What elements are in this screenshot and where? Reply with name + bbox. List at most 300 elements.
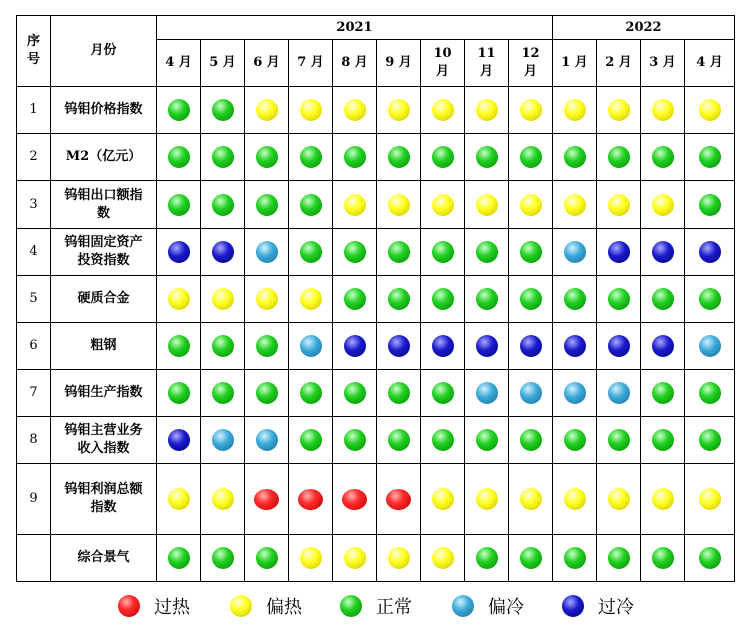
status-dot-green — [344, 241, 366, 263]
row-number — [17, 535, 51, 582]
status-dot-green — [652, 547, 674, 569]
status-dot-green — [256, 146, 278, 168]
status-dot-green — [432, 146, 454, 168]
status-cell — [333, 134, 377, 181]
status-cell — [641, 276, 685, 323]
status-cell — [685, 417, 735, 464]
status-cell — [201, 134, 245, 181]
status-dot-green — [256, 335, 278, 357]
status-dot-green — [300, 146, 322, 168]
status-cell — [509, 464, 553, 535]
status-cell — [245, 323, 289, 370]
status-dot-green — [300, 194, 322, 216]
status-dot-yellow — [476, 488, 498, 510]
legend — [0, 588, 746, 624]
status-dot-green — [388, 146, 410, 168]
status-cell — [597, 229, 641, 276]
status-cell — [157, 276, 201, 323]
status-dot-yellow — [388, 547, 410, 569]
status-dot-green — [520, 288, 542, 310]
status-dot-green — [608, 146, 630, 168]
status-cell — [289, 323, 333, 370]
status-dot-yellow — [652, 488, 674, 510]
legend-label: 偏冷 — [488, 597, 524, 618]
status-cell — [333, 417, 377, 464]
status-cell — [333, 535, 377, 582]
status-cell — [377, 417, 421, 464]
status-dot-yellow — [344, 99, 366, 121]
status-cell — [333, 276, 377, 323]
status-dot-green — [699, 194, 721, 216]
status-dot-green — [564, 288, 586, 310]
status-dot-red — [254, 489, 279, 510]
status-dot-yellow — [212, 288, 234, 310]
status-cell — [641, 370, 685, 417]
status-cell — [333, 181, 377, 229]
status-dot-yellow — [388, 194, 410, 216]
status-cell — [289, 276, 333, 323]
month-column-header: 8 月 — [333, 40, 377, 87]
status-cell — [597, 276, 641, 323]
status-dot-yellow — [432, 194, 454, 216]
status-dot-green — [699, 547, 721, 569]
status-dot-yellow — [564, 194, 586, 216]
status-cell — [421, 87, 465, 134]
status-cell — [201, 323, 245, 370]
status-cell — [245, 276, 289, 323]
status-dot-green — [256, 194, 278, 216]
status-cell — [157, 535, 201, 582]
status-dot-green — [564, 429, 586, 451]
status-cell — [465, 87, 509, 134]
legend-dot-blue — [562, 595, 584, 617]
month-column-header: 12 月 — [509, 40, 553, 87]
legend-item-blue — [562, 595, 634, 617]
status-dot-yellow — [564, 99, 586, 121]
status-cell — [597, 417, 641, 464]
legend-item-cyan — [452, 595, 524, 617]
row-number: 7 — [17, 370, 51, 417]
status-dot-yellow — [388, 99, 410, 121]
status-dot-green — [168, 146, 190, 168]
status-cell — [553, 181, 597, 229]
status-cell — [465, 276, 509, 323]
status-cell — [465, 323, 509, 370]
status-dot-yellow — [256, 99, 278, 121]
legend-item-red — [118, 595, 190, 617]
status-cell — [553, 229, 597, 276]
table-row — [17, 464, 735, 535]
status-dot-yellow — [256, 288, 278, 310]
legend-label: 偏热 — [266, 597, 302, 618]
month-header: 月份 — [51, 16, 157, 87]
status-cell — [157, 323, 201, 370]
status-dot-yellow — [608, 194, 630, 216]
status-cell — [509, 87, 553, 134]
table-row — [17, 87, 735, 134]
status-dot-green — [344, 288, 366, 310]
row-number: 1 — [17, 87, 51, 134]
month-column-header: 1 月 — [553, 40, 597, 87]
status-cell — [641, 229, 685, 276]
status-dot-green — [520, 429, 542, 451]
row-number: 9 — [17, 464, 51, 535]
status-dot-green — [520, 146, 542, 168]
status-cell — [685, 464, 735, 535]
status-cell — [553, 276, 597, 323]
status-dot-blue — [699, 241, 721, 263]
status-cell — [289, 134, 333, 181]
table-row — [17, 417, 735, 464]
status-dot-blue — [652, 335, 674, 357]
row-number: 6 — [17, 323, 51, 370]
status-cell — [509, 323, 553, 370]
status-dot-green — [168, 335, 190, 357]
status-cell — [509, 370, 553, 417]
status-dot-green — [476, 429, 498, 451]
status-dot-green — [212, 194, 234, 216]
status-dot-yellow — [608, 99, 630, 121]
indicator-label: M2（亿元） — [51, 134, 157, 181]
status-cell — [157, 229, 201, 276]
status-cell — [465, 464, 509, 535]
status-cell — [641, 134, 685, 181]
status-dot-cyan — [476, 382, 498, 404]
status-cell — [377, 134, 421, 181]
status-cell — [377, 464, 421, 535]
status-cell — [465, 181, 509, 229]
status-cell — [685, 134, 735, 181]
legend-item-yellow — [230, 595, 302, 617]
status-cell — [289, 87, 333, 134]
status-cell — [509, 181, 553, 229]
status-dot-green — [212, 547, 234, 569]
status-cell — [201, 417, 245, 464]
status-cell — [465, 535, 509, 582]
month-column-header: 6 月 — [245, 40, 289, 87]
month-column-header: 7 月 — [289, 40, 333, 87]
status-dot-green — [564, 547, 586, 569]
status-cell — [245, 464, 289, 535]
status-cell — [421, 229, 465, 276]
status-cell — [245, 181, 289, 229]
status-cell — [377, 370, 421, 417]
status-dot-green — [212, 335, 234, 357]
indicator-label: 钨钼利润总额 指数 — [51, 464, 157, 535]
indicator-label: 钨钼价格指数 — [51, 87, 157, 134]
status-dot-yellow — [432, 547, 454, 569]
status-cell — [553, 464, 597, 535]
status-dot-green — [652, 288, 674, 310]
status-cell — [597, 464, 641, 535]
status-cell — [553, 535, 597, 582]
status-cell — [553, 417, 597, 464]
status-cell — [157, 370, 201, 417]
status-cell — [421, 276, 465, 323]
status-cell — [289, 464, 333, 535]
legend-item-green — [340, 595, 412, 617]
status-cell — [377, 323, 421, 370]
indicator-table — [16, 15, 735, 582]
status-dot-green — [344, 429, 366, 451]
status-cell — [597, 535, 641, 582]
month-column-header: 9 月 — [377, 40, 421, 87]
year-2021-header: 2021 — [157, 16, 553, 40]
status-cell — [421, 134, 465, 181]
status-cell — [157, 464, 201, 535]
status-cell — [421, 323, 465, 370]
status-dot-yellow — [699, 99, 721, 121]
status-dot-blue — [564, 335, 586, 357]
table-row — [17, 323, 735, 370]
status-dot-yellow — [168, 288, 190, 310]
status-dot-green — [344, 382, 366, 404]
status-cell — [685, 370, 735, 417]
status-dot-blue — [212, 241, 234, 263]
month-column-header: 11 月 — [465, 40, 509, 87]
status-dot-yellow — [168, 488, 190, 510]
status-dot-yellow — [608, 488, 630, 510]
status-cell — [465, 417, 509, 464]
status-cell — [685, 323, 735, 370]
status-dot-green — [256, 547, 278, 569]
month-column-header: 2 月 — [597, 40, 641, 87]
status-cell — [685, 535, 735, 582]
status-cell — [333, 370, 377, 417]
status-cell — [157, 87, 201, 134]
status-cell — [333, 464, 377, 535]
status-cell — [641, 417, 685, 464]
row-number: 3 — [17, 181, 51, 229]
status-cell — [245, 417, 289, 464]
status-dot-yellow — [699, 488, 721, 510]
status-dot-green — [344, 146, 366, 168]
status-cell — [289, 370, 333, 417]
status-cell — [597, 134, 641, 181]
status-cell — [333, 87, 377, 134]
status-dot-green — [608, 547, 630, 569]
status-dot-green — [476, 146, 498, 168]
status-cell — [333, 229, 377, 276]
indicator-label: 钨钼出口额指 数 — [51, 181, 157, 229]
status-cell — [421, 181, 465, 229]
row-number: 5 — [17, 276, 51, 323]
legend-label: 过冷 — [598, 597, 634, 618]
status-dot-cyan — [699, 335, 721, 357]
month-column-header: 4 月 — [157, 40, 201, 87]
status-cell — [685, 229, 735, 276]
legend-dot-yellow — [230, 595, 252, 617]
status-cell — [421, 370, 465, 417]
status-dot-blue — [432, 335, 454, 357]
status-dot-green — [168, 99, 190, 121]
status-dot-green — [388, 288, 410, 310]
status-cell — [685, 276, 735, 323]
status-dot-green — [608, 429, 630, 451]
status-cell — [553, 87, 597, 134]
status-dot-yellow — [432, 488, 454, 510]
status-dot-red — [386, 489, 411, 510]
status-dot-yellow — [520, 99, 542, 121]
status-dot-yellow — [520, 194, 542, 216]
status-cell — [245, 87, 289, 134]
row-number: 8 — [17, 417, 51, 464]
status-cell — [509, 134, 553, 181]
status-dot-green — [652, 382, 674, 404]
status-cell — [289, 181, 333, 229]
status-cell — [509, 229, 553, 276]
status-dot-green — [388, 382, 410, 404]
status-cell — [509, 417, 553, 464]
month-column-header: 10 月 — [421, 40, 465, 87]
status-cell — [509, 535, 553, 582]
status-cell — [289, 229, 333, 276]
status-dot-cyan — [564, 382, 586, 404]
status-cell — [289, 535, 333, 582]
status-dot-yellow — [564, 488, 586, 510]
status-cell — [597, 370, 641, 417]
status-dot-cyan — [564, 241, 586, 263]
status-cell — [553, 323, 597, 370]
legend-dot-green — [340, 595, 362, 617]
status-cell — [245, 229, 289, 276]
month-column-header: 5 月 — [201, 40, 245, 87]
table-row — [17, 535, 735, 582]
status-cell — [553, 134, 597, 181]
status-dot-yellow — [300, 99, 322, 121]
table-row — [17, 276, 735, 323]
status-dot-yellow — [652, 99, 674, 121]
status-dot-green — [699, 382, 721, 404]
status-dot-green — [652, 429, 674, 451]
status-cell — [201, 181, 245, 229]
status-cell — [641, 535, 685, 582]
status-cell — [685, 87, 735, 134]
status-dot-green — [168, 547, 190, 569]
status-dot-yellow — [652, 194, 674, 216]
status-dot-blue — [608, 241, 630, 263]
status-dot-yellow — [300, 288, 322, 310]
indicator-label: 综合景气 — [51, 535, 157, 582]
indicator-label: 粗钢 — [51, 323, 157, 370]
indicator-label: 钨钼主营业务 收入指数 — [51, 417, 157, 464]
status-dot-green — [432, 382, 454, 404]
status-dot-green — [432, 288, 454, 310]
status-dot-green — [520, 547, 542, 569]
legend-label: 正常 — [376, 597, 412, 618]
status-cell — [201, 535, 245, 582]
legend-dot-red — [118, 595, 140, 617]
status-dot-green — [476, 288, 498, 310]
status-dot-green — [212, 99, 234, 121]
status-dot-green — [699, 429, 721, 451]
status-cell — [641, 181, 685, 229]
status-cell — [377, 229, 421, 276]
status-dot-green — [388, 241, 410, 263]
status-dot-green — [300, 241, 322, 263]
status-cell — [421, 464, 465, 535]
month-column-header: 3 月 — [641, 40, 685, 87]
status-dot-green — [168, 194, 190, 216]
year-2022-header: 2022 — [553, 16, 735, 40]
indicator-label: 钨钼固定资产 投资指数 — [51, 229, 157, 276]
status-dot-green — [300, 429, 322, 451]
status-cell — [377, 535, 421, 582]
status-dot-green — [212, 382, 234, 404]
status-dot-blue — [652, 241, 674, 263]
indicator-label: 钨钼生产指数 — [51, 370, 157, 417]
status-cell — [201, 229, 245, 276]
status-dot-blue — [520, 335, 542, 357]
status-dot-green — [168, 382, 190, 404]
status-dot-blue — [168, 429, 190, 451]
status-cell — [333, 323, 377, 370]
status-cell — [201, 464, 245, 535]
status-dot-yellow — [432, 99, 454, 121]
status-dot-green — [699, 146, 721, 168]
status-cell — [465, 134, 509, 181]
seq-header: 序 号 — [17, 16, 51, 87]
status-dot-yellow — [300, 547, 322, 569]
status-cell — [245, 134, 289, 181]
status-dot-blue — [168, 241, 190, 263]
status-dot-yellow — [476, 99, 498, 121]
status-dot-yellow — [476, 194, 498, 216]
status-dot-green — [564, 146, 586, 168]
month-column-header: 4 月 — [685, 40, 735, 87]
status-cell — [553, 370, 597, 417]
table-row — [17, 181, 735, 229]
status-cell — [641, 87, 685, 134]
status-cell — [157, 134, 201, 181]
status-cell — [201, 370, 245, 417]
status-cell — [465, 370, 509, 417]
row-number: 2 — [17, 134, 51, 181]
status-cell — [421, 535, 465, 582]
status-dot-cyan — [256, 241, 278, 263]
status-dot-blue — [476, 335, 498, 357]
status-dot-green — [432, 241, 454, 263]
status-cell — [641, 323, 685, 370]
status-dot-green — [520, 241, 542, 263]
status-cell — [377, 87, 421, 134]
status-cell — [421, 417, 465, 464]
status-dot-cyan — [212, 429, 234, 451]
status-cell — [465, 229, 509, 276]
status-dot-yellow — [520, 488, 542, 510]
status-dot-blue — [344, 335, 366, 357]
status-dot-green — [256, 382, 278, 404]
status-dot-green — [652, 146, 674, 168]
row-number: 4 — [17, 229, 51, 276]
status-cell — [597, 87, 641, 134]
status-dot-cyan — [256, 429, 278, 451]
table-row — [17, 370, 735, 417]
status-dot-yellow — [212, 488, 234, 510]
status-dot-green — [300, 382, 322, 404]
status-cell — [509, 276, 553, 323]
status-cell — [377, 276, 421, 323]
status-dot-green — [388, 429, 410, 451]
status-dot-green — [476, 241, 498, 263]
status-dot-blue — [388, 335, 410, 357]
status-cell — [201, 276, 245, 323]
legend-label: 过热 — [154, 597, 190, 618]
status-cell — [157, 181, 201, 229]
legend-dot-cyan — [452, 595, 474, 617]
status-cell — [289, 417, 333, 464]
status-dot-red — [342, 489, 367, 510]
